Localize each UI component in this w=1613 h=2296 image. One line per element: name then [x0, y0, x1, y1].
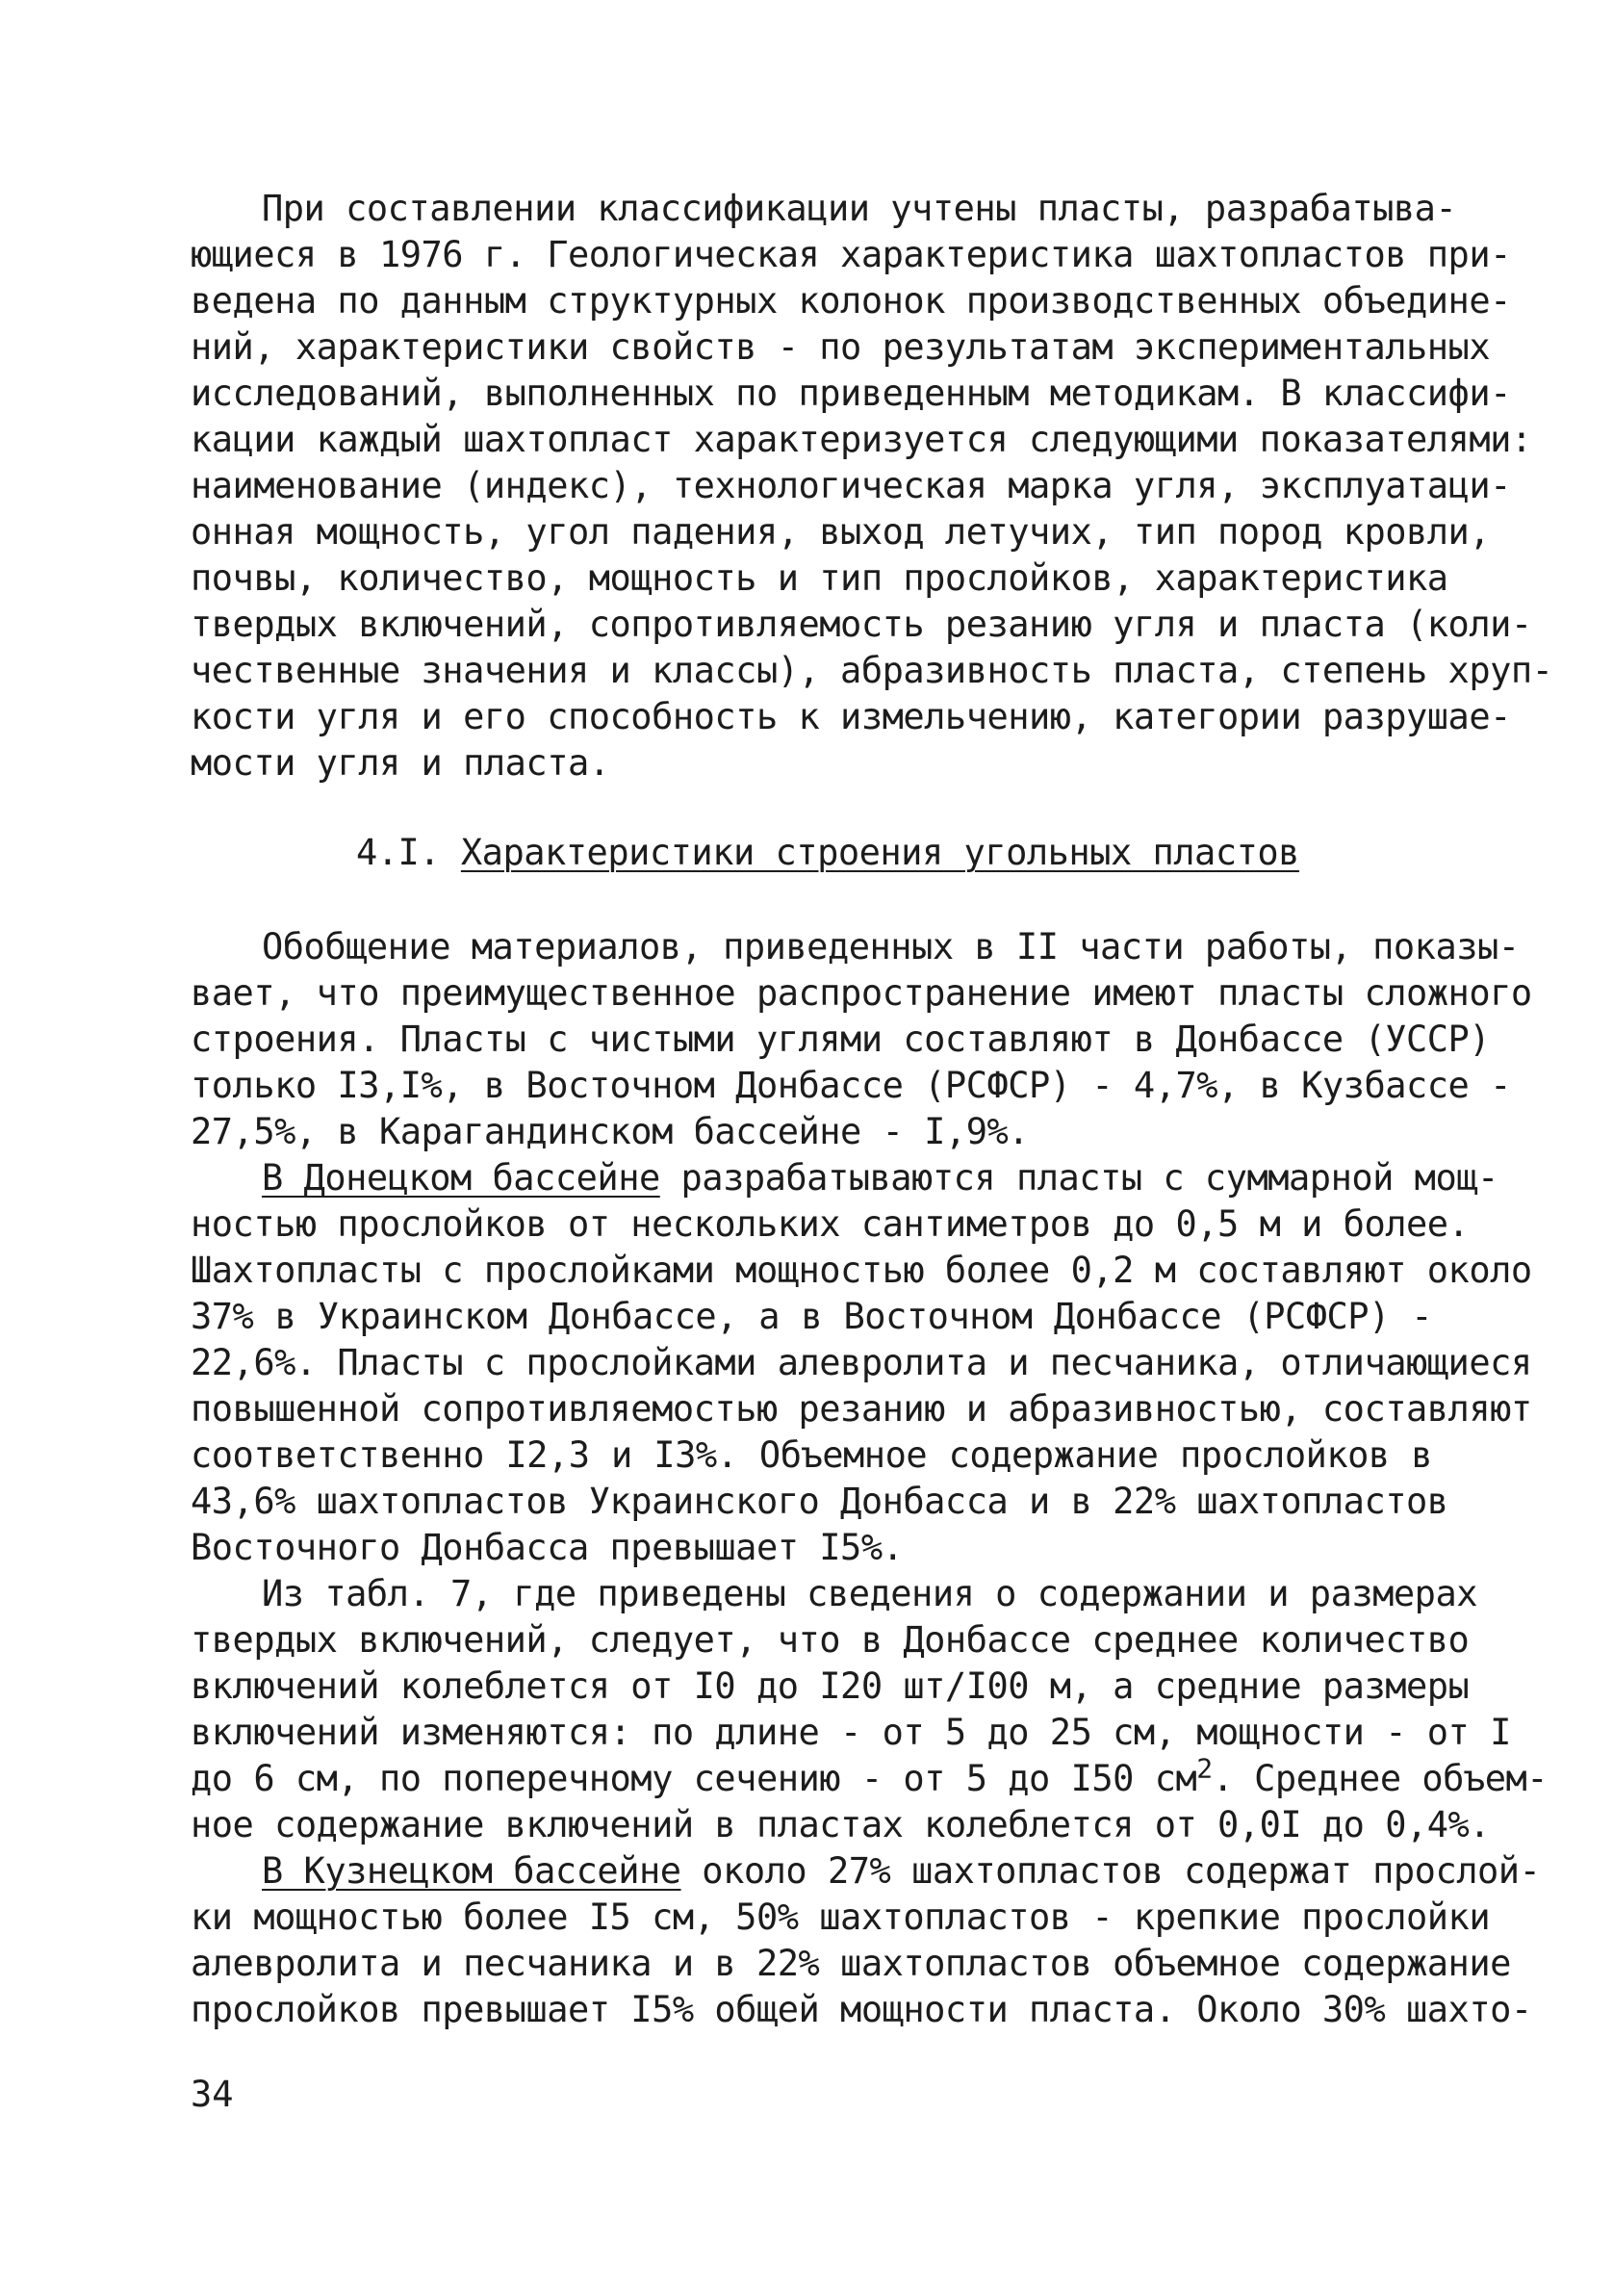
text-line: включений изменяются: по длине - от 5 до 25 см, мощности - от I [191, 1712, 1511, 1753]
text-line: онная мощность, угол падения, выход летучих, тип пород кровли, [191, 511, 1491, 553]
text-line: чественные значения и классы), абразивность пласта, степень хруп- [191, 650, 1553, 691]
text-line: ки мощностью более I5 см, 50% шахтопластов - крепкие прослойки [191, 1896, 1491, 1938]
basin-name-donetsk: В Донецком бассейне [262, 1157, 660, 1199]
text-fragment: до 6 см, по поперечному сечению - от 5 до I50 см [191, 1758, 1197, 1799]
text-line: 22,6%. Пласты с прослойками алевролита и песчаника, отличающиеся [191, 1342, 1532, 1383]
text-line: вает, что преимущественное распространение имеют пласты сложного [191, 972, 1532, 1014]
text-line: твердых включений, сопротивляемость резанию угля и пласта (коли- [191, 604, 1532, 645]
text-line: ведена по данным структурных колонок производственных объедине- [191, 280, 1511, 322]
text-line: мости угля и пласта. [191, 742, 610, 784]
text-line: твердых включений, следует, что в Донбассе среднее количество [191, 1619, 1470, 1661]
text-line: Из табл. 7, где приведены сведения о содержании и размерах [262, 1573, 1478, 1614]
text-line: кости угля и его способность к измельчению, категории разрушае- [191, 696, 1511, 737]
section-heading [356, 830, 1299, 876]
text-line: только I3,I%, в Восточном Донбассе (РСФСР) - 4,7%, в Кузбассе - [191, 1065, 1511, 1106]
text-line: ное содержание включений в пластах колеблется от 0,0I до 0,4%. [191, 1804, 1491, 1845]
basin-name-kuznetsk: В Кузнецком бассейне [262, 1850, 681, 1892]
text-line: почвы, количество, мощность и тип прослойков, характеристика [191, 557, 1448, 599]
text-line: алевролита и песчаника и в 22% шахтопластов объемное содержание [191, 1943, 1511, 1984]
text-line: ностью прослойков от нескольких сантиметров до 0,5 м и более. [191, 1203, 1470, 1245]
text-line [262, 1155, 1498, 1201]
superscript: 2 [1196, 1752, 1213, 1785]
page-number: 34 [191, 2074, 234, 2115]
text-fragment: разрабатываются пласты с суммарной мощ- [659, 1157, 1498, 1199]
text-line: ющиеся в 1976 г. Геологическая характеристика шахтопластов при- [191, 234, 1511, 275]
text-line: Шахтопласты с прослойками мощностью более 0,2 м составляют около [191, 1250, 1532, 1291]
text-line: прослойков превышает I5% общей мощности пласта. Около 30% шахто- [191, 1989, 1532, 2030]
text-line: наименование (индекс), технологическая марка угля, эксплуатаци- [191, 465, 1511, 506]
section-number: 4.I. [356, 832, 441, 873]
text-line: 37% в Украинском Донбассе, а в Восточном Донбассе (РСФСР) - [191, 1296, 1432, 1337]
text-line [191, 1752, 1549, 1802]
text-line: повышенной сопротивляемостью резанию и абразивностью, составляют [191, 1388, 1532, 1430]
text-line: 43,6% шахтопластов Украинского Донбасса и в 22% шахтопластов [191, 1481, 1448, 1522]
text-line: 27,5%, в Карагандинском бассейне - I,9%. [191, 1111, 1030, 1152]
text-line: соответственно I2,3 и I3%. Объемное содержание прослойков в [191, 1434, 1432, 1476]
text-line: Обобщение материалов, приведенных в II части работы, показы- [262, 926, 1520, 967]
text-fragment: около 27% шахтопластов содержат прослой- [680, 1850, 1541, 1892]
text-line: Восточного Донбасса превышает I5%. [191, 1527, 904, 1568]
text-line: включений колеблется от I0 до I20 шт/I00 м, а средние размеры [191, 1665, 1470, 1707]
section-title: Характеристики строения угольных пластов [460, 832, 1299, 873]
text-line: строения. Пласты с чистыми углями составляют в Донбассе (УССР) [191, 1019, 1491, 1060]
text-fragment: . Среднее объем- [1212, 1758, 1549, 1799]
text-line: ний, характеристики свойств - по результатам экспериментальных [191, 326, 1491, 368]
text-line [262, 1848, 1541, 1895]
text-line: кации каждый шахтопласт характеризуется следующими показателями: [191, 419, 1532, 460]
text-line: исследований, выполненных по приведенным методикам. В классифи- [191, 373, 1511, 414]
text-line: При составлении классификации учтены пласты, разрабатыва- [262, 188, 1457, 229]
